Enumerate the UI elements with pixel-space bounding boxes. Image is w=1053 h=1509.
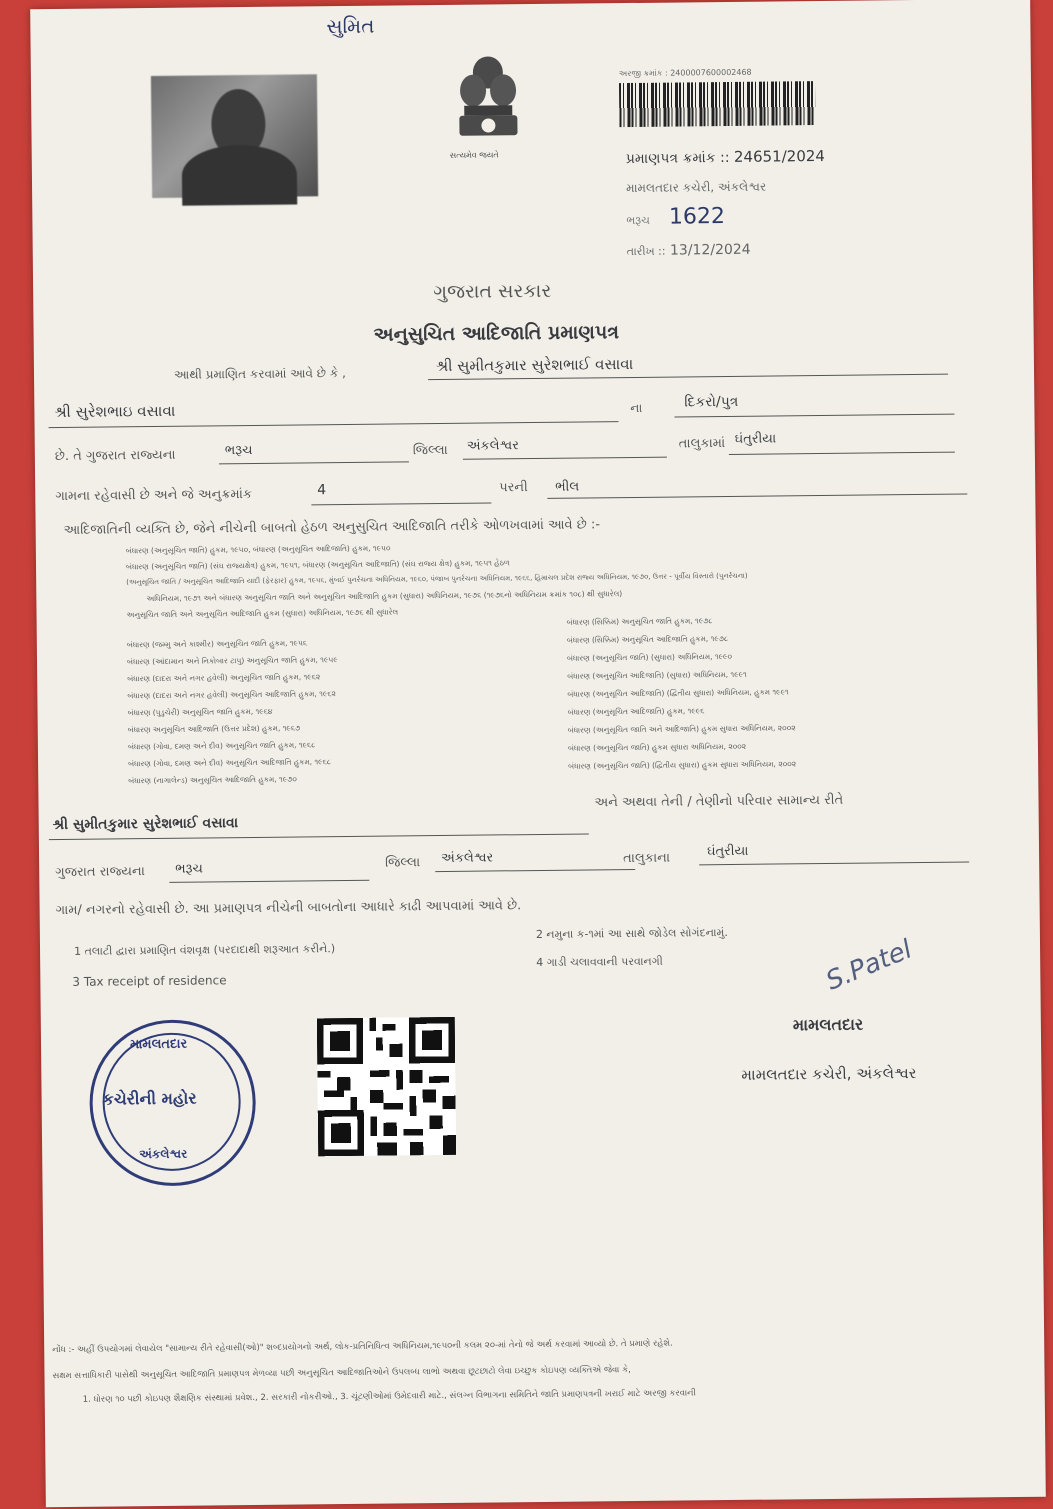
order-right: બંધારણ (અનુસૂચિત જાતિ) (દ્વિતીય સુધારા) હુકમ સુધારા અધિનિયમ, ૨૦૦૨	[568, 759, 797, 771]
order-intro-3: (અનુસૂચિત જાતિ / અનુસૂચિત આદિજાતિ યાદી (ફેરફાર) હુકમ, ૧૯૫૬, મુંબઈ પુનર્રચના અધિનિયમ, ૧૯૬૦, પંજાબ પુનર્રચના અધિનિયમ, ૧૯૬૬, હિમાચલ પ્રદેશ રાજ્ય અધિનિયમ, ૧૯૭૦, ઉત્તર - પૂર્વીય વિસ્તારો (પુનર્રચના)	[126, 571, 748, 587]
order-right: બંધારણ (અનુસૂચિત જાતિ) (સુધારા) અધિનિયમ, ૧૯૯૦	[566, 651, 733, 663]
state-emblem-icon	[449, 50, 528, 156]
taluka-value: ઘંતુરીયા	[734, 431, 777, 447]
order-left: બંધારણ (ગોવા, દમણ અને દીવ) અનુસૂચિત આદિજાતિ હુકમ, ૧૯૬૮	[128, 757, 331, 769]
order-right: બંધારણ (અનુસૂચિત આદિજાતિ) (સુધારા) અધિનિયમ, ૧૯૯૧	[567, 669, 747, 681]
handwritten-name-top: સુમિત	[326, 13, 375, 39]
signatory-office: મામલતદાર કચેરી, અંકલેશ્વર	[741, 1064, 917, 1084]
family-line: અને અથવા તેની / તેણીનો પરિવાર સામાન્ય રીતે	[594, 792, 844, 811]
seal-text-bottom: અંકલેશ્વર	[139, 1146, 188, 1162]
certificate-number: 24651/2024	[733, 146, 825, 166]
bharuch-label: ભરૂચ	[626, 213, 650, 228]
order-right: બંધારણ (સિક્કિમ) અનુસૂચિત જાતિ હુકમ, ૧૯૭૮	[566, 616, 713, 627]
na-label: ના	[630, 400, 643, 416]
order-intro-4: અધિનિયમ, ૧૯૭૧ અને બંધારણ અનુસૂચિત જાતિ અને અનુસૂચિત આદિજાતિ હુકમ (સુધારા) અધિનિયમ, ૧૯૭૬ (૧૯૭૬નો અધિનિયમ ક્રમાંક ૧૦૮) થી સુધારેલ)	[146, 589, 623, 604]
village-prefix: ગામના રહેવાસી છે અને જે અનુક્રમાંક	[55, 486, 253, 505]
order-intro-2: બંધારણ (અનુસૂચિત જાતિ) (સંઘ રાજ્યક્ષેત્ર) હુકમ, ૧૯૫૧, બંધારણ (અનુસૂચિત આદિજાતિ) (સંઘ રાજ્ય ક્ષેત્ર) હુકમ, ૧૯૫૧ હેઠળ	[125, 558, 510, 572]
order-left: બંધારણ અનુસૂચિત આદિજાતિ (ઉત્તર પ્રદેશ) હુકમ, ૧૯૬૭	[127, 723, 301, 735]
order-right: બંધારણ (અનુસૂચિત આદિજાતિ) હુકમ, ૧૯૯૬	[567, 706, 705, 717]
certificate-number-row	[626, 147, 825, 167]
subdistrict-value-2: અંકલેશ્વર	[441, 850, 494, 867]
relation: દિકરો/પુત્ર	[684, 393, 739, 411]
doc-item-1: 1 તલાટી દ્વારા પ્રમાણિત વંશવૃક્ષ (પરદાદાથી શરૂઆત કરીને.)	[73, 942, 336, 958]
qr-code	[317, 1017, 456, 1156]
taluka-value-2: ઘંતુરીયા	[706, 843, 749, 860]
doc-item-4: 4 ગાડી ચલાવવાની પરવાનગી	[536, 954, 663, 970]
office-line: મામલતદાર કચેરી, અંકલેશ્વર	[626, 179, 767, 196]
order-left: બંધારણ (જમ્મુ અને કાશ્મીર) અનુસૂચિત જાતિ હુકમ, ૧૯૫૬	[126, 638, 308, 650]
order-right: બંધારણ (અનુસૂચિત જાતિ અને આદિજાતિ) હુકમ સુધારા અધિનિયમ, ૨૦૦૨	[567, 723, 796, 735]
district-value: ભરૂચ	[224, 442, 253, 459]
barcode	[619, 81, 815, 127]
tribe: ભીલ	[555, 479, 580, 495]
state-prefix-2: ગુજરાત રાજ્યના	[55, 864, 145, 881]
person-name-2: શ્રી સુમીતકુમાર સુરેશભાઈ વસાવા	[52, 815, 239, 834]
footnote-2: સક્ષમ સત્તાધિકારી પાસેથી અનુસૂચિત આદિજાતિ પ્રમાણપત્ર મેળવ્યા પછી અનુસૂચિત આદિજાતિઓને ઉપલબ્ધ લાભો અથવા છૂટછાટો લેવા ઇચ્છુક કોઇપણ વ્યક્તિએ જેવા કે,	[52, 1365, 631, 1382]
emblem-motto: સત્યમેવ જયતે	[449, 150, 499, 160]
certificate-paper	[30, 0, 1046, 1507]
date-row	[627, 242, 751, 259]
taluka-label-2: તાલુકાના	[623, 850, 671, 867]
footnote-1: નોંધ :- અહીં ઉપયોગમાં લેવાયેલ "સામાન્ય રીતે રહેવાસી(ઓ)" શબ્દપ્રયોગનો અર્થ, લોક-પ્રતિનિધિત્વ અધિનિયમ,૧૯૫૦ની કલમ ૨૦-માં તેનો જે અર્થ કરવામાં આવ્યો છે. તે પ્રમાણે રહેશે.	[52, 1338, 673, 1356]
doc-item-2: 2 નમુના ક-૧માં આ સાથે જોડેલ સોગંદનામું.	[535, 926, 728, 942]
date-label: તારીખ ::	[626, 244, 666, 259]
order-left: બંધારણ (દાદરા અને નગર હવેલી) અનુસૂચિત જાતિ હુકમ, ૧૯૬૨	[127, 672, 321, 684]
tribe-line: આદિજાતિની વ્યક્તિ છે, જેને નીચેની બાબતો હેઠળ અનુસુચિત આદિજાતિ તરીકે ઓળખવામાં આવે છે :-	[63, 517, 601, 538]
barcode-label: અરજી ક્રમાંક : 2400007600002468	[618, 67, 752, 79]
district-value-2: ભરૂચ	[175, 861, 203, 877]
order-intro-5: અનુસૂચિત જાતિ અને અનુસૂચિત આદિજાતિ હુકમ (સુધારા) અધિનિયમ, ૧૯૭૬ થી સુધારેલ	[126, 607, 399, 620]
doc-item-3: 3 Tax receipt of residence	[72, 973, 227, 989]
order-left: બંધારણ (ગોવા, દમણ અને દીવ) અનુસૂચિત જાતિ હુકમ, ૧૯૬૮	[127, 740, 316, 752]
footnote-3: 1. ધોરણ ૧૦ પછી કોઇપણ શૈક્ષણિક સંસ્થામાં પ્રવેશ., 2. સરકારી નોકરીઓ., 3. ચૂંટણીઓમાં ઉમેદવારી માટે., સંલગ્ન વિભાગના સમિતિને જાતિ પ્રમાણપત્રની ખરાઈ માટે અરજી કરવાની	[82, 1388, 696, 1405]
handwritten-number: 1622	[668, 204, 726, 230]
district-label: જિલ્લા	[412, 442, 448, 459]
person-name: શ્રી સુમીતકુમાર સુરેશભાઈ વસાવા	[435, 354, 634, 376]
order-right: બંધારણ (સિક્કિમ) અનુસૂચિત આદિજાતિ હુકમ, ૧૯૭૮	[566, 634, 729, 645]
date-value: 13/12/2024	[669, 241, 751, 259]
order-right: બંધારણ (અનુસૂચિત જાતિ) હુકમ સુધારા અધિનિયમ, ૨૦૦૨	[567, 741, 747, 753]
order-intro-1: બંધારણ (અનુસૂચિત જાતિ) હુકમ, ૧૯૫૦, બંધારણ (અનુસૂચિત આદિજાતિ) હુકમ, ૧૯૫૦	[125, 543, 391, 556]
seal-text-top: મામલતદાર	[129, 1036, 188, 1053]
seal-text-mid: કચેરીની મહોર	[102, 1088, 197, 1109]
subdistrict-value: અંકલેશ્વર	[466, 438, 519, 454]
district-label-2: જિલ્લા	[385, 855, 421, 871]
basis-line: ગામ/ નગરનો રહેવાસી છે. આ પ્રમાણપત્ર નીચેની બાબતોના આધારે કાઢી આપવામાં આવે છે.	[55, 898, 522, 919]
photo	[151, 74, 318, 198]
order-left: બંધારણ (દાદરા અને નગર હવેલી) અનુસૂચિત આદિજાતિ હુકમ, ૧૯૬૨	[127, 689, 336, 701]
order-left: બંધારણ (પુડુચેરી) અનુસૂચિત જાતિ હુકમ, ૧૯૬૪	[127, 706, 273, 718]
taluka-label: તાલુકામાં	[678, 436, 726, 452]
signatory-title: મામલતદાર	[792, 1014, 864, 1035]
signature: S.Patel	[821, 934, 917, 997]
gov-title: ગુજરાત સરકાર	[433, 279, 552, 304]
father-name: શ્રી સુરેશભાઇ વસાવા	[54, 401, 176, 422]
order-left: બંધારણ (આંદામાન અને નિકોબાર ટાપુ) અનુસૂચિત જાતિ હુકમ, ૧૯૫૯	[126, 655, 338, 667]
on-label: પરની	[499, 480, 528, 496]
certificate-number-label: પ્રમાણપત્ર ક્રમાંક ::	[625, 149, 730, 168]
order-right: બંધારણ (અનુસૂચિત આદિજાતિ) (દ્વિતીય સુધારા) અધિનિયમ, હુકમ ૧૯૯૧	[567, 687, 789, 699]
office-seal	[89, 1019, 257, 1187]
order-left: બંધારણ (નાગાલેન્ડ) અનુસૂચિત આદિજાતિ હુકમ, ૧૯૭૦	[128, 774, 297, 786]
certificate-title: અનુસુચિત આદિજાતિ પ્રમાણપત્ર	[373, 321, 620, 346]
bharuch-row	[626, 204, 725, 230]
serial-number: 4	[317, 482, 327, 499]
intro-text: આથી પ્રમાણિત કરવામાં આવે છે કે ,	[173, 365, 347, 382]
state-prefix: છે. તે ગુજરાત રાજ્યના	[54, 447, 176, 465]
